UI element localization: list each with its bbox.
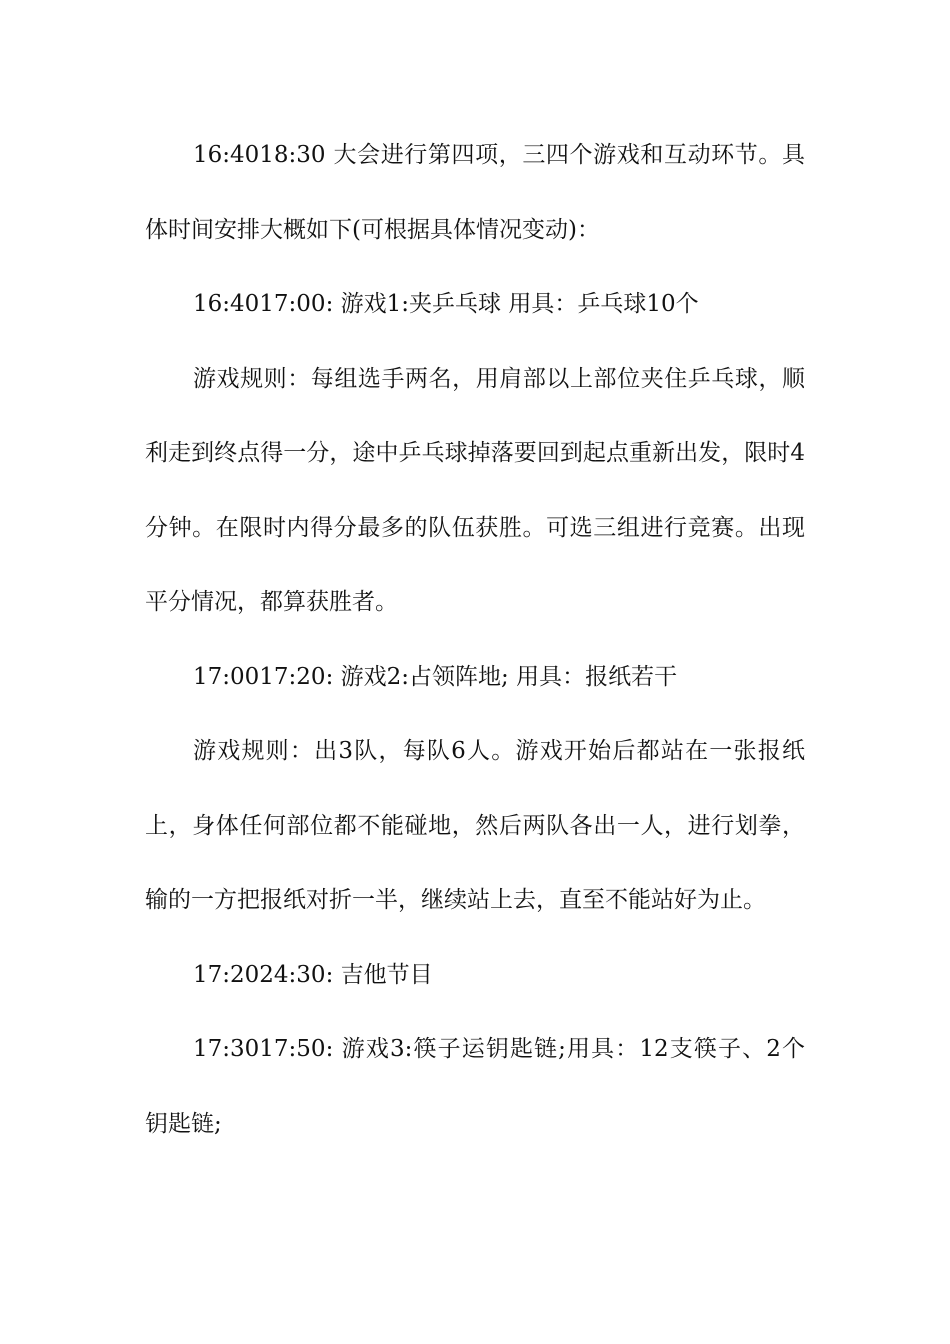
paragraph-game1-rules: 游戏规则：每组选手两名，用肩部以上部位夹住乒乓球，顺利走到终点得一分，途中乒乓球掉落要回到起点重新出发，限时4分钟。在限时内得分最多的队伍获胜。可选三组进行竞赛。出现平分情况，都算获胜者。 — [145, 365, 805, 615]
paragraph-game2-heading: 17:0017:20: 游戏2:占领阵地; 用具：报纸若干 — [193, 663, 678, 690]
paragraph-game1-heading: 16:4017:00: 游戏1:夹乒乓球 用具：乒乓球10个 — [193, 291, 699, 317]
document-body — [145, 118, 805, 1161]
paragraph-guitar-program: 17:2024:30: 吉他节目 — [193, 961, 433, 988]
paragraph-schedule-intro: 16:4018:30 大会进行第四项，三四个游戏和互动环节。具体时间安排大概如下(可根据具体情况变动)： — [145, 142, 805, 243]
paragraph-game3-heading: 17:3017:50: 游戏3:筷子运钥匙链;用具：12支筷子、2个钥匙链; — [145, 1036, 805, 1137]
paragraph-game2-rules: 游戏规则：出3队，每队6人。游戏开始后都站在一张报纸上，身体任何部位都不能碰地，然后两队各出一人，进行划拳，输的一方把报纸对折一半，继续站上去，直至不能站好为止。 — [145, 738, 805, 913]
